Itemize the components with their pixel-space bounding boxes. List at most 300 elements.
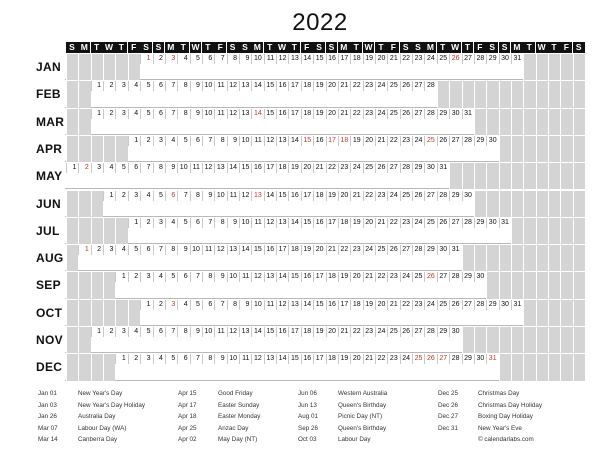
- day-cell: 28: [424, 327, 436, 337]
- day-cell: 25: [424, 218, 436, 228]
- day-cell: 6: [202, 54, 214, 64]
- empty-day-cell: [499, 81, 511, 107]
- day-cell: 13: [276, 136, 288, 146]
- day-cell: 9: [165, 163, 177, 173]
- day-header-cell: F: [387, 42, 399, 53]
- day-cell: 7: [165, 81, 177, 91]
- day-cell: 27: [462, 54, 474, 64]
- holiday-date: Apr 25: [178, 424, 197, 432]
- day-cell: 14: [288, 136, 300, 146]
- holiday-date: Dec 26: [438, 401, 458, 409]
- empty-day-cell: [536, 54, 548, 80]
- day-header-cell: T: [177, 42, 189, 53]
- empty-day-cell: [511, 272, 523, 298]
- day-cell: 22: [375, 272, 387, 282]
- day-cell: 15: [264, 109, 276, 119]
- empty-day-cell: [548, 272, 560, 298]
- empty-day-cell: [560, 163, 572, 189]
- empty-day-cell: [474, 163, 486, 189]
- day-cell: 22: [387, 136, 399, 146]
- holiday-name: Anzac Day: [218, 424, 249, 432]
- day-cell: 21: [350, 191, 362, 201]
- holiday-date: Jan 26: [38, 413, 57, 420]
- day-cell: 10: [202, 109, 214, 119]
- day-cell: 19: [313, 327, 325, 337]
- holiday-name: Easter Sunday: [218, 401, 260, 409]
- day-cell: 2: [153, 54, 165, 64]
- empty-day-cell: [560, 300, 572, 326]
- day-cell: 6: [190, 136, 202, 146]
- empty-day-cell: [560, 81, 572, 107]
- day-header-cell: S: [486, 42, 498, 53]
- day-cell: 8: [165, 245, 177, 255]
- day-cell: 29: [474, 218, 486, 228]
- day-header-cell: W: [104, 42, 114, 52]
- holiday-date: Apr 02: [178, 436, 197, 443]
- empty-day-cell: [548, 136, 560, 162]
- empty-day-cell: [548, 245, 560, 271]
- empty-day-cell: [499, 191, 511, 217]
- empty-day-cell: [499, 245, 511, 271]
- day-header-cell: M: [511, 42, 523, 53]
- day-cell: 29: [424, 245, 436, 255]
- month-label: NOV: [36, 333, 63, 347]
- day-cell: 4: [177, 54, 189, 64]
- day-cell: 12: [227, 81, 239, 91]
- day-cell: 20: [301, 163, 313, 173]
- empty-day-cell: [573, 300, 585, 326]
- day-cell: 31: [499, 218, 511, 228]
- day-cell: 4: [177, 300, 189, 310]
- day-cell: 30: [462, 191, 474, 201]
- day-cell: 13: [251, 191, 263, 201]
- holiday-date: Dec 31: [438, 424, 458, 432]
- day-cell: 3: [153, 136, 165, 146]
- day-cell: 6: [177, 354, 189, 364]
- empty-day-cell: [573, 163, 585, 189]
- day-cell: 12: [276, 54, 288, 64]
- day-cell: 17: [326, 136, 338, 146]
- day-cell: 12: [251, 354, 263, 364]
- empty-day-cell: [66, 272, 78, 298]
- day-cell: 6: [165, 191, 177, 201]
- empty-day-cell: [66, 300, 78, 326]
- month-label: JUL: [36, 223, 60, 238]
- empty-day-cell: [115, 54, 127, 80]
- day-cell: 24: [350, 163, 362, 173]
- empty-day-cell: [536, 81, 548, 107]
- day-cell: 10: [202, 327, 214, 337]
- empty-day-cell: [462, 327, 474, 353]
- day-cell: 30: [474, 272, 486, 282]
- day-cell: 8: [214, 136, 226, 146]
- day-cell: 28: [474, 300, 486, 310]
- day-cell: 3: [165, 300, 177, 310]
- holiday-name: Labour Day: [338, 436, 371, 443]
- day-header-cell: T: [437, 42, 449, 53]
- day-cell: 12: [227, 109, 239, 119]
- day-cell: 29: [462, 354, 474, 364]
- day-header-cell: S: [66, 42, 78, 53]
- day-cell: 1: [128, 218, 140, 228]
- empty-day-cell: [536, 272, 548, 298]
- day-cell: 18: [301, 109, 313, 119]
- day-cell: 2: [103, 109, 115, 119]
- day-cell: 8: [202, 272, 214, 282]
- holiday-name: Boxing Day Holiday: [478, 413, 533, 420]
- day-header-cell: F: [214, 42, 226, 53]
- holiday-date: Oct 03: [298, 436, 317, 443]
- day-cell: 20: [338, 191, 350, 201]
- day-cell: 6: [153, 81, 165, 91]
- day-cell: 15: [301, 136, 313, 146]
- day-cell: 6: [177, 272, 189, 282]
- day-cell: 30: [486, 218, 498, 228]
- empty-day-cell: [548, 354, 560, 380]
- day-cell: 6: [153, 327, 165, 337]
- day-cell: 19: [350, 136, 362, 146]
- day-cell: 11: [214, 109, 226, 119]
- day-cell: 26: [412, 191, 424, 201]
- day-cell: 9: [214, 272, 226, 282]
- day-cell: 12: [276, 300, 288, 310]
- day-cell: 31: [511, 300, 523, 310]
- month-label: JUN: [36, 196, 61, 211]
- day-cell: 14: [264, 191, 276, 201]
- day-header-cell: T: [350, 42, 362, 53]
- day-cell: 8: [227, 54, 239, 64]
- day-cell: 1: [115, 354, 127, 364]
- day-cell: 23: [363, 327, 375, 337]
- day-cell: 16: [301, 354, 313, 364]
- day-cell: 16: [313, 136, 325, 146]
- empty-day-cell: [66, 354, 78, 380]
- day-cell: 6: [140, 245, 152, 255]
- day-cell: 21: [375, 218, 387, 228]
- day-cell: 2: [140, 136, 152, 146]
- day-cell: 23: [387, 272, 399, 282]
- day-cell: 27: [437, 354, 449, 364]
- day-cell: 11: [264, 300, 276, 310]
- day-cell: 17: [313, 272, 325, 282]
- day-cell: 20: [313, 245, 325, 255]
- day-cell: 16: [276, 327, 288, 337]
- day-cell: 29: [412, 163, 424, 173]
- day-cell: 18: [338, 218, 350, 228]
- day-cell: 26: [375, 163, 387, 173]
- empty-day-cell: [103, 300, 115, 326]
- day-cell: 22: [350, 327, 362, 337]
- day-cell: 13: [264, 272, 276, 282]
- day-cell: 1: [140, 300, 152, 310]
- holiday-name: Australia Day: [78, 413, 116, 420]
- day-cell: 7: [140, 163, 152, 173]
- day-cell: 31: [511, 54, 523, 64]
- holiday-name: Christmas Day Holiday: [478, 401, 543, 409]
- day-cell: 17: [326, 218, 338, 228]
- day-cell: 10: [239, 218, 251, 228]
- day-cell: 17: [313, 354, 325, 364]
- day-cell: 22: [338, 245, 350, 255]
- day-cell: 18: [313, 191, 325, 201]
- day-cell: 22: [350, 109, 362, 119]
- empty-day-cell: [78, 54, 90, 80]
- empty-day-cell: [523, 81, 535, 107]
- empty-day-cell: [91, 136, 103, 162]
- day-cell: 30: [424, 163, 436, 173]
- day-cell: 9: [202, 191, 214, 201]
- day-cell: 8: [153, 163, 165, 173]
- day-cell: 1: [91, 109, 103, 119]
- day-cell: 22: [387, 218, 399, 228]
- day-cell: 9: [190, 109, 202, 119]
- day-cell: 25: [412, 272, 424, 282]
- day-cell: 24: [412, 218, 424, 228]
- day-cell: 12: [227, 327, 239, 337]
- empty-day-cell: [548, 191, 560, 217]
- empty-day-cell: [523, 354, 535, 380]
- day-cell: 16: [276, 109, 288, 119]
- day-cell: 19: [326, 191, 338, 201]
- day-cell: 16: [326, 54, 338, 64]
- empty-day-cell: [474, 327, 486, 353]
- day-cell: 9: [227, 218, 239, 228]
- day-header-cell: S: [499, 42, 511, 53]
- empty-day-cell: [91, 218, 103, 244]
- day-header-cell: S: [227, 42, 239, 53]
- day-cell: 13: [214, 163, 226, 173]
- day-cell: 19: [313, 109, 325, 119]
- day-cell: 17: [338, 300, 350, 310]
- day-cell: 5: [140, 81, 152, 91]
- empty-day-cell: [560, 136, 572, 162]
- day-cell: 26: [437, 136, 449, 146]
- day-cell: 11: [251, 218, 263, 228]
- empty-day-cell: [499, 327, 511, 353]
- day-cell: 12: [251, 272, 263, 282]
- day-cell: 11: [239, 272, 251, 282]
- empty-day-cell: [66, 109, 78, 135]
- day-header-cell: F: [301, 42, 313, 53]
- day-cell: 1: [140, 54, 152, 64]
- day-cell: 8: [190, 191, 202, 201]
- empty-day-cell: [128, 54, 140, 80]
- day-cell: 19: [301, 245, 313, 255]
- day-cell: 27: [424, 191, 436, 201]
- day-cell: 13: [264, 354, 276, 364]
- day-cell: 27: [412, 327, 424, 337]
- day-cell: 10: [227, 354, 239, 364]
- empty-day-cell: [78, 327, 90, 353]
- empty-day-cell: [548, 163, 560, 189]
- day-cell: 22: [326, 163, 338, 173]
- day-cell: 16: [276, 81, 288, 91]
- empty-day-cell: [523, 191, 535, 217]
- empty-day-cell: [449, 163, 461, 189]
- day-cell: 5: [190, 300, 202, 310]
- day-cell: 8: [214, 218, 226, 228]
- day-cell: 21: [338, 327, 350, 337]
- empty-day-cell: [91, 272, 103, 298]
- empty-day-cell: [78, 272, 90, 298]
- day-cell: 7: [165, 327, 177, 337]
- day-header-cell: T: [548, 42, 560, 53]
- empty-day-cell: [462, 163, 474, 189]
- empty-day-cell: [486, 163, 498, 189]
- empty-day-cell: [66, 136, 78, 162]
- day-cell: 30: [474, 354, 486, 364]
- day-cell: 3: [115, 81, 127, 91]
- day-cell: 16: [313, 218, 325, 228]
- day-cell: 7: [177, 191, 189, 201]
- day-header-cell: T: [523, 42, 535, 53]
- day-cell: 23: [363, 81, 375, 91]
- day-cell: 14: [288, 218, 300, 228]
- empty-day-cell: [523, 136, 535, 162]
- day-cell: 14: [301, 300, 313, 310]
- day-cell: 1: [128, 136, 140, 146]
- day-header-cell: W: [451, 42, 460, 52]
- empty-day-cell: [78, 218, 90, 244]
- day-cell: 28: [462, 218, 474, 228]
- day-cell: 28: [424, 81, 436, 91]
- empty-day-cell: [548, 300, 560, 326]
- day-cell: 21: [338, 109, 350, 119]
- day-cell: 29: [486, 54, 498, 64]
- day-cell: 17: [338, 54, 350, 64]
- empty-day-cell: [486, 81, 498, 107]
- empty-day-cell: [66, 191, 78, 217]
- day-cell: 7: [165, 109, 177, 119]
- empty-day-cell: [511, 327, 523, 353]
- day-cell: 21: [363, 272, 375, 282]
- day-header-cell: M: [78, 42, 90, 53]
- day-cell: 9: [227, 136, 239, 146]
- empty-day-cell: [573, 191, 585, 217]
- day-cell: 22: [400, 300, 412, 310]
- empty-day-cell: [437, 81, 449, 107]
- day-header-cell: S: [239, 42, 251, 53]
- empty-day-cell: [511, 218, 523, 244]
- empty-day-cell: [103, 354, 115, 380]
- day-cell: 14: [251, 327, 263, 337]
- day-cell: 22: [363, 191, 375, 201]
- day-header-cell: S: [326, 42, 338, 53]
- day-cell: 20: [375, 54, 387, 64]
- empty-day-cell: [523, 327, 535, 353]
- day-cell: 4: [165, 218, 177, 228]
- day-cell: 12: [264, 136, 276, 146]
- holiday-date: Sep 26: [298, 424, 318, 432]
- day-cell: 21: [387, 300, 399, 310]
- empty-day-cell: [91, 300, 103, 326]
- day-cell: 12: [264, 218, 276, 228]
- day-cell: 28: [412, 245, 424, 255]
- day-cell: 7: [190, 354, 202, 364]
- day-cell: 27: [449, 136, 461, 146]
- holiday-date: Mar 07: [38, 424, 58, 432]
- day-cell: 11: [214, 327, 226, 337]
- empty-day-cell: [486, 191, 498, 217]
- day-cell: 4: [115, 245, 127, 255]
- day-cell: 5: [190, 54, 202, 64]
- day-header-cell: F: [474, 42, 486, 53]
- day-cell: 10: [202, 81, 214, 91]
- day-header-cell: M: [251, 42, 263, 53]
- empty-day-cell: [511, 109, 523, 135]
- day-cell: 28: [474, 54, 486, 64]
- day-cell: 15: [313, 54, 325, 64]
- day-cell: 27: [412, 81, 424, 91]
- day-cell: 25: [424, 136, 436, 146]
- day-cell: 17: [288, 109, 300, 119]
- holiday-name: Easter Monday: [218, 413, 261, 420]
- day-cell: 2: [103, 327, 115, 337]
- day-cell: 12: [239, 191, 251, 201]
- day-cell: 5: [177, 218, 189, 228]
- day-cell: 15: [276, 191, 288, 201]
- holiday-name: Queen's Birthday: [338, 424, 387, 432]
- day-cell: 28: [449, 272, 461, 282]
- day-cell: 14: [276, 354, 288, 364]
- day-cell: 26: [437, 218, 449, 228]
- empty-day-cell: [573, 218, 585, 244]
- empty-day-cell: [66, 81, 78, 107]
- empty-day-cell: [536, 245, 548, 271]
- day-cell: 18: [301, 327, 313, 337]
- empty-day-cell: [66, 54, 78, 80]
- day-cell: 10: [227, 272, 239, 282]
- holiday-date: Mar 14: [38, 436, 58, 443]
- day-cell: 10: [214, 191, 226, 201]
- day-cell: 3: [165, 54, 177, 64]
- day-header-cell: W: [278, 42, 287, 52]
- day-cell: 21: [363, 354, 375, 364]
- day-cell: 25: [412, 354, 424, 364]
- day-cell: 3: [140, 272, 152, 282]
- holiday-date: Jan 03: [38, 401, 57, 409]
- day-cell: 24: [387, 191, 399, 201]
- day-cell: 26: [400, 81, 412, 91]
- day-header-cell: F: [128, 42, 140, 53]
- day-cell: 26: [400, 327, 412, 337]
- empty-day-cell: [115, 136, 127, 162]
- day-cell: 3: [115, 327, 127, 337]
- month-label: DEC: [36, 360, 63, 375]
- empty-day-cell: [523, 54, 535, 80]
- day-cell: 26: [387, 245, 399, 255]
- day-cell: 27: [449, 218, 461, 228]
- day-cell: 13: [239, 327, 251, 337]
- day-cell: 21: [387, 54, 399, 64]
- empty-day-cell: [103, 272, 115, 298]
- day-cell: 11: [239, 354, 251, 364]
- day-cell: 25: [437, 300, 449, 310]
- day-cell: 4: [128, 81, 140, 91]
- day-cell: 15: [251, 245, 263, 255]
- day-header-cell: M: [165, 42, 177, 53]
- day-cell: 26: [400, 109, 412, 119]
- day-cell: 24: [375, 109, 387, 119]
- day-cell: 1: [115, 272, 127, 282]
- day-cell: 15: [288, 354, 300, 364]
- day-header-cell: W: [191, 42, 200, 52]
- day-cell: 1: [91, 327, 103, 337]
- empty-day-cell: [523, 109, 535, 135]
- empty-day-cell: [103, 54, 115, 80]
- empty-day-cell: [78, 354, 90, 380]
- day-header-cell: S: [153, 42, 165, 53]
